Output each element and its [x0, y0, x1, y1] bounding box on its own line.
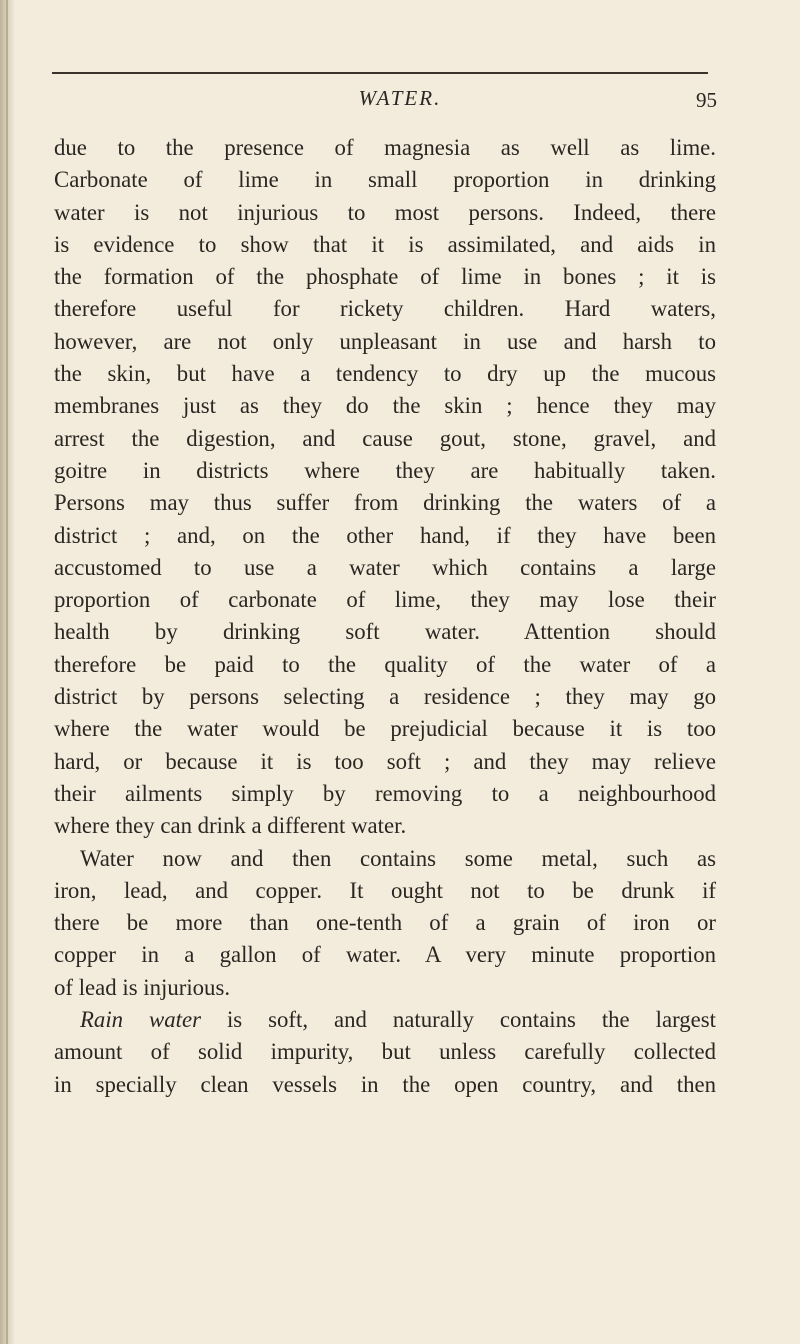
text-line: amount of solid impurity, but unless carefully collected — [54, 1039, 716, 1065]
text-line: in specially clean vessels in the open country, and then — [54, 1071, 716, 1097]
text-line: where they can drink a different water. — [54, 813, 407, 839]
binding-line — [6, 0, 8, 1344]
text-line: there be more than one-tenth of a grain of iron or — [54, 910, 716, 936]
text-line: is evidence to show that it is assimilated, and aids in — [54, 231, 716, 257]
text-line: due to the presence of magnesia as well as lime. — [54, 135, 716, 160]
text-line: iron, lead, and copper. It ought not to be drunk if — [54, 877, 716, 903]
text-line: district ; and, on the other hand, if they have been — [54, 522, 716, 548]
body-text — [54, 132, 716, 1101]
text-line: where the water would be prejudicial because it is too — [54, 716, 716, 742]
page-number: 95 — [696, 88, 717, 112]
text-line: membranes just as they do the skin ; hence they may — [54, 393, 716, 419]
italic-term: Rain water — [80, 1007, 201, 1033]
text-line: therefore useful for rickety children. Hard waters, — [54, 296, 716, 322]
text-line: however, are not only unpleasant in use and harsh to — [54, 328, 716, 354]
header-rule — [52, 72, 708, 74]
text-line: proportion of carbonate of lime, they may lose their — [54, 587, 716, 613]
text-line: goitre in districts where they are habitually taken. — [54, 457, 716, 483]
text-line: water is not injurious to most persons. Indeed, there — [54, 199, 716, 225]
text-line: arrest the digestion, and cause gout, stone, gravel, and — [54, 425, 716, 451]
text-line: district by persons selecting a residence ; they may go — [54, 684, 716, 710]
text-line — [54, 1004, 716, 1036]
running-head: WATER. — [358, 86, 442, 110]
text-segment: is soft, and naturally contains the largest — [200, 1007, 716, 1033]
text-line: Persons may thus suffer from drinking the waters of a — [54, 490, 716, 516]
text-line: the formation of the phosphate of lime in bones ; it is — [54, 264, 716, 290]
text-line: their ailments simply by removing to a neighbourhood — [54, 780, 716, 806]
text-line: Water now and then contains some metal, such as — [80, 845, 716, 871]
text-line: therefore be paid to the quality of the water of a — [54, 651, 716, 677]
text-line: the skin, but have a tendency to dry up the mucous — [54, 361, 716, 387]
text-line: accustomed to use a water which contains a large — [54, 554, 716, 580]
text-line: health by drinking soft water. Attention should — [54, 619, 716, 645]
text-line: hard, or because it is too soft ; and they may relieve — [54, 748, 716, 774]
text-line: of lead is injurious. — [54, 974, 231, 1000]
text-line: Carbonate of lime in small proportion in drinking — [54, 167, 716, 193]
text-line: copper in a gallon of water. A very minute proportion — [54, 942, 716, 968]
